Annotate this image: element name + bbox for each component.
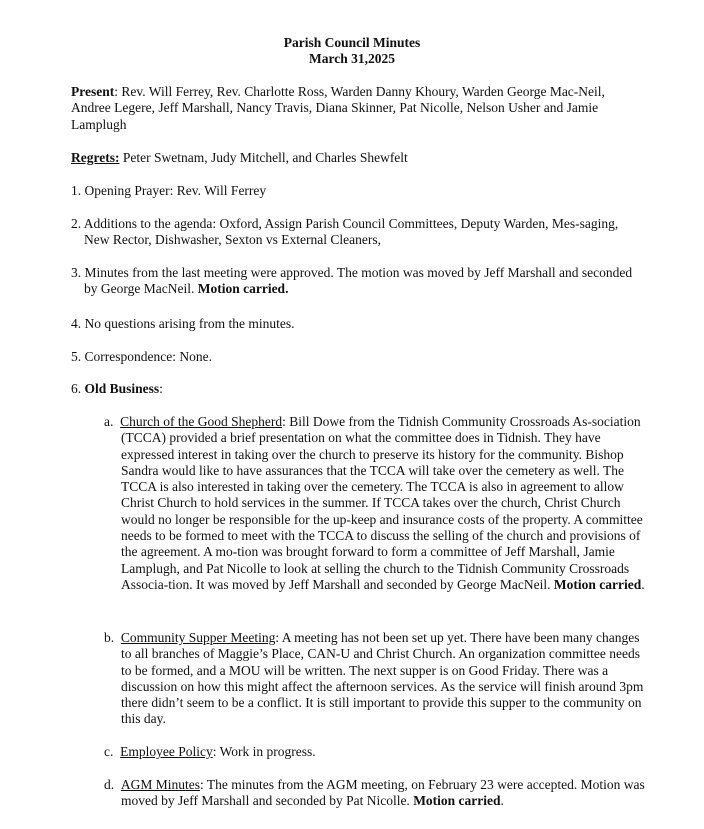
agenda-item-3: [71, 265, 644, 298]
item-text: Additions to the agenda: Oxford, Assign Parish Council Committees, Deputy Warden, Mes-saging, New Rector, Dishwasher, Sexton vs External Cleaners,: [83, 216, 619, 248]
item-text: : A meeting has not been set up yet. There have been many changes to all branches of Maggie’s Place, CAN-U and Christ Church. An organization committee needs to be formed, and a MOU will be written. The next supper is on Good Friday. There was a discussion on how this might affect the afternoon services. As the service will finish around 3pm there didn’t seem to be a conflict. It is still important to provide this supper to the community on this day.: [121, 630, 644, 727]
item-text: Opening Prayer: Rev. Will Ferrey: [84, 183, 267, 198]
motion-carried: Motion carried: [553, 576, 642, 592]
item-heading: Church of the Good Shepherd: [120, 414, 283, 429]
item-number: 6.: [71, 381, 82, 396]
item-letter: b.: [104, 630, 115, 645]
item-letter: a.: [104, 414, 114, 429]
item-text: Minutes from the last meeting were approved. The motion was moved by Jeff Marshall and seconded by George MacNeil.: [84, 265, 633, 297]
agenda-item-4: [71, 316, 644, 332]
present-names: : Rev. Will Ferrey, Rev. Charlotte Ross, Warden Danny Khoury, Warden George Mac-Neil, Andree Legere, Jeff Marshall, Nancy Travis, Diana Skinner, Pat Nicolle, Nelson Usher and Jamie Lamplugh: [71, 84, 605, 132]
agenda-item-6: 6. Old Business:: [71, 381, 163, 396]
item-number: 5.: [71, 349, 82, 364]
agenda-item-2: [71, 216, 644, 249]
item-text: : The minutes from the AGM meeting, on February 23 were accepted. Motion was moved by Jeff Marshall and seconded by Pat Nicolle.: [121, 777, 645, 809]
item-number: 1.: [71, 183, 82, 198]
item-heading: Community Supper Meeting: [120, 630, 276, 645]
item-text: Correspondence: None.: [84, 349, 212, 364]
motion-carried: Motion carried: [413, 793, 501, 809]
agenda-item-1: [71, 183, 644, 199]
old-business-item-c: [104, 744, 653, 760]
item-number: 2.: [71, 216, 82, 231]
regrets-label: Regrets:: [71, 150, 120, 165]
present-paragraph: [71, 84, 631, 133]
item-text: No questions arising from the minutes.: [84, 316, 295, 331]
item-text: : Bill Dowe from the Tidnish Community Crossroads As-sociation (TCCA) provided a brief presentation on what the committee does in Tidnish. They have expressed interest in taking over the church to preserve its history for the community. Bishop Sandra would like to have assurances that the TCCA will take over the cemetery as well. The TCCA is also interested in taking over the cemetery. The TCCA is also in agreement to allow Christ Church to hold services in the summer. If TCCA takes over the church, Christ Church would no longer be responsible for the up-keep and insurance costs of the property. A committee needs to be formed to meet with the TCCA to discuss the selling of the church and provisions of the agreement. A mo-tion was brought forward to form a committee of Jeff Marshall, Jamie Lamplugh, and Pat Nicolle to look at selling the church to the Tidnish Community Crossroads Associa-tion. It was moved by Jeff Marshall and seconded by George MacNeil.: [121, 414, 643, 592]
document-title: Parish Council Minutes: [283, 35, 421, 50]
regrets-paragraph: [71, 150, 631, 166]
present-label: Present: [71, 84, 115, 99]
regrets-names: Peter Swetnam, Judy Mitchell, and Charles Shewfelt: [119, 150, 408, 165]
motion-carried: Motion carried.: [197, 281, 289, 297]
old-business-item-b: [104, 630, 653, 728]
item-heading: AGM Minutes: [120, 777, 201, 792]
section-heading: Old Business: [84, 381, 160, 396]
item-heading: Employee Policy: [120, 744, 213, 759]
old-business-item-a: a. Church of the Good Shepherd: Bill Dowe from the Tidnish Community Crossroads As-sociation (TCCA) provided a brief presentation on what the committee does in Tidnish. They have expressed interest in taking over the church to preserve its history for the community. Bishop Sandra would like to have assurances that the TCCA will take over the cemetery as well. The TCCA is also interested in taking over the cemetery. The TCCA is also in agreement to allow Christ Church to hold services in the summer. If TCCA takes over the church, Christ Church would no longer be responsible for the up-keep and insurance costs of the property. A committee needs to be formed to meet with the TCCA to discuss the selling of the church and provisions of the agreement. A mo-tion was brought forward to form a committee of Jeff Marshall, Jamie Lamplugh, and Pat Nicolle to look at selling the church to the Tidnish Community Crossroads Associa-tion. It was moved by Jeff Marshall and seconded by George MacNeil. Motion carried.: [104, 414, 645, 592]
old-business-item-d: d. AGM Minutes: The minutes from the AGM meeting, on February 23 were accepted. Motion was moved by Jeff Marshall and seconded by Pat Nicolle. Motion carried.: [104, 777, 645, 809]
agenda-item-5: [71, 349, 644, 365]
document-date: March 31,2025: [309, 51, 395, 66]
item-number: 4.: [71, 316, 82, 331]
item-number: 3.: [71, 265, 82, 280]
item-letter: c.: [104, 744, 114, 759]
item-text: : Work in progress.: [212, 744, 316, 759]
item-letter: d.: [104, 777, 115, 792]
